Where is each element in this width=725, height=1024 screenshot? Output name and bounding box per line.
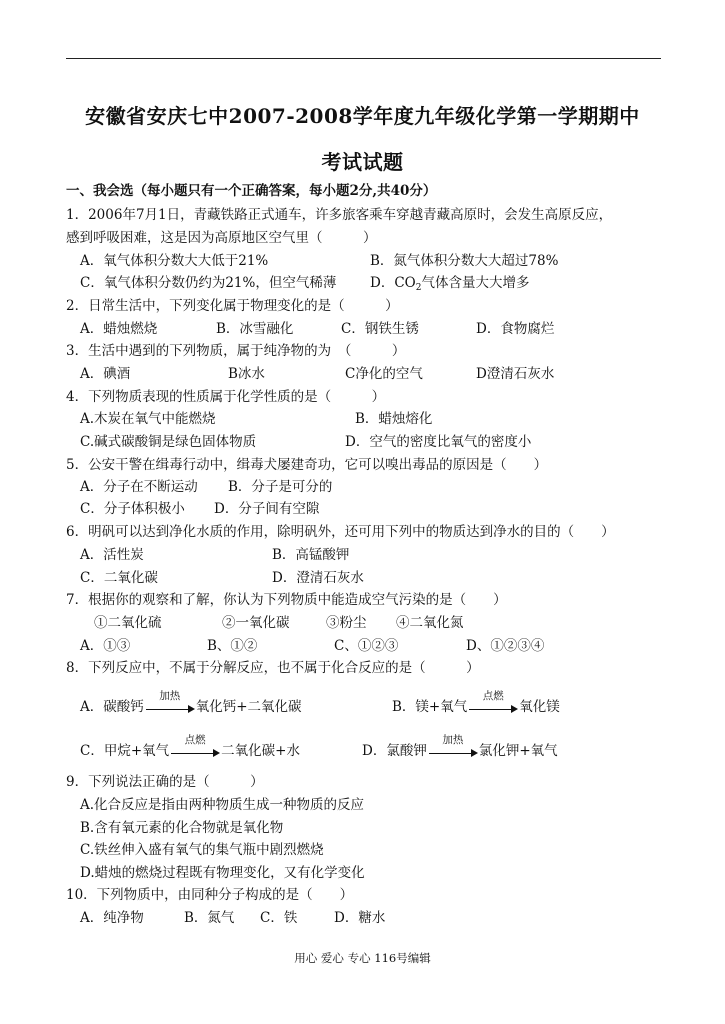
q10-option-a: A．纯净物 <box>80 910 144 926</box>
q8-b-condition: 点燃 <box>482 689 504 702</box>
q10-option-d: D．糖水 <box>334 910 386 926</box>
q7-item-3: ③粉尘 <box>326 615 367 631</box>
q8-option-c <box>80 733 300 761</box>
q8-option-d <box>362 733 558 761</box>
q6-option-d: D．澄清石灰水 <box>272 570 364 586</box>
q3-option-c: C净化的空气 <box>345 366 423 382</box>
q5-stem: 5．公安干警在缉毒行动中，缉毒犬屡建奇功，它可以嗅出毒品的原因是（ ） <box>66 457 548 473</box>
section-heading: 一、我会选（每小题只有一个正确答案，每小题2分,共40分） <box>66 183 437 199</box>
reaction-arrow-icon <box>427 733 479 761</box>
q8-d-condition: 加热 <box>442 733 464 746</box>
q7-item-4: ④二氧化氮 <box>396 615 464 631</box>
q1-option-d-prefix: D．CO <box>370 275 416 291</box>
q8-b-reactants: B．镁+氧气 <box>392 699 468 715</box>
q2-stem: 2．日常生活中，下列变化属于物理变化的是（ ） <box>66 298 399 314</box>
q8-c-condition: 点燃 <box>184 733 206 746</box>
q3-stem: 3．生活中遇到的下列物质，属于纯净物的为 （ ） <box>66 343 406 359</box>
q9-option-b: B.含有氧元素的化合物就是氧化物 <box>80 820 284 836</box>
q3-option-d: D澄清石灰水 <box>476 366 555 382</box>
q5-option-a: A．分子在不断运动 <box>80 479 198 495</box>
q8-a-products: 氧化钙+二氧化碳 <box>195 699 302 715</box>
q1-stem-line1: 1．2006年7月1日，青藏铁路正式通车，许多旅客乘车穿越青藏高原时，会发生高原反应， <box>66 207 613 223</box>
q3-option-a: A．碘酒 <box>80 366 131 382</box>
page-title-line2: 考试试题 <box>321 150 404 174</box>
q4-option-c: C.碱式碳酸铜是绿色固体物质 <box>80 434 257 450</box>
q1-option-a: A．氧气体积分数大大低于21% <box>80 253 269 269</box>
q6-stem: 6．明矾可以达到净化水质的作用，除明矾外，还可用下列中的物质达到净水的目的（ ） <box>66 524 615 540</box>
q1-option-d-suffix: 气体含量大大增多 <box>421 275 530 291</box>
q5-option-c: C．分子体积极小 <box>80 501 185 517</box>
reaction-arrow-icon <box>144 689 196 717</box>
reaction-arrow-icon <box>169 733 221 761</box>
q7-option-b: B、①② <box>207 638 258 654</box>
q2-option-c: C．钢铁生锈 <box>341 321 419 337</box>
q4-stem: 4．下列物质表现的性质属于化学性质的是（ ） <box>66 389 386 405</box>
page-footer: 用心 爱心 专心 116号编辑 <box>294 951 431 965</box>
q8-d-reactants: D．氯酸钾 <box>362 743 427 759</box>
q7-stem: 7．根据你的观察和了解，你认为下列物质中能造成空气污染的是（ ） <box>66 592 507 608</box>
q8-a-condition: 加热 <box>159 689 181 702</box>
q9-option-c: C.铁丝伸入盛有氧气的集气瓶中剧烈燃烧 <box>80 842 324 858</box>
q10-stem: 10．下列物质中，由同种分子构成的是（ ） <box>66 887 354 903</box>
q5-option-b: B．分子是可分的 <box>228 479 333 495</box>
q7-item-1: ①二氧化硫 <box>94 615 162 631</box>
q6-option-b: B．高锰酸钾 <box>272 547 350 563</box>
q1-stem-line2: 感到呼吸困难，这是因为高原地区空气里（ ） <box>66 230 377 246</box>
q7-item-2: ②一氧化碳 <box>222 615 290 631</box>
q7-option-c: C、①②③ <box>334 638 399 654</box>
q1-option-c: C．氧气体积分数仍约为21%，但空气稀薄 <box>80 275 337 291</box>
q8-stem: 8．下列反应中，不属于分解反应，也不属于化合反应的是（ ） <box>66 660 480 676</box>
q10-option-c: C．铁 <box>260 910 298 926</box>
q8-d-products: 氯化钾+氧气 <box>478 743 558 759</box>
q1-option-d-subscript: 2 <box>415 283 422 293</box>
q1-option-d <box>370 274 529 297</box>
reaction-arrow-icon <box>467 689 519 717</box>
q8-option-a <box>80 689 302 717</box>
q8-b-products: 氧化镁 <box>519 699 560 715</box>
q5-option-d: D．分子间有空隙 <box>214 501 320 517</box>
q4-option-d: D．空气的密度比氧气的密度小 <box>345 434 532 450</box>
q8-a-reactants: A．碳酸钙 <box>80 699 144 715</box>
q8-c-reactants: C．甲烷+氧气 <box>80 743 170 759</box>
q4-option-b: B．蜡烛熔化 <box>355 411 433 427</box>
q6-option-a: A．活性炭 <box>80 547 144 563</box>
q7-option-a: A．①③ <box>80 638 131 654</box>
q3-option-b: B冰水 <box>228 366 265 382</box>
q6-option-c: C．二氧化碳 <box>80 570 158 586</box>
q9-option-a: A.化合反应是指由两种物质生成一种物质的反应 <box>80 797 365 813</box>
page-title-line1: 安徽省安庆七中2007-2008学年度九年级化学第一学期期中 <box>85 104 640 128</box>
q2-option-a: A．蜡烛燃烧 <box>80 321 158 337</box>
q10-option-b: B．氮气 <box>184 910 235 926</box>
q9-stem: 9．下列说法正确的是（ ） <box>66 774 264 790</box>
q2-option-d: D．食物腐烂 <box>476 321 555 337</box>
q4-option-a: A.木炭在氧气中能燃烧 <box>80 411 216 427</box>
q1-option-b: B．氮气体积分数大大超过78% <box>370 253 559 269</box>
q7-option-d: D、①②③④ <box>466 638 545 654</box>
q2-option-b: B．冰雪融化 <box>216 321 294 337</box>
header-rule <box>66 58 661 59</box>
q9-option-d: D.蜡烛的燃烧过程既有物理变化，又有化学变化 <box>80 865 365 881</box>
q8-c-products: 二氧化碳+水 <box>221 743 300 759</box>
q8-option-b <box>392 689 560 717</box>
